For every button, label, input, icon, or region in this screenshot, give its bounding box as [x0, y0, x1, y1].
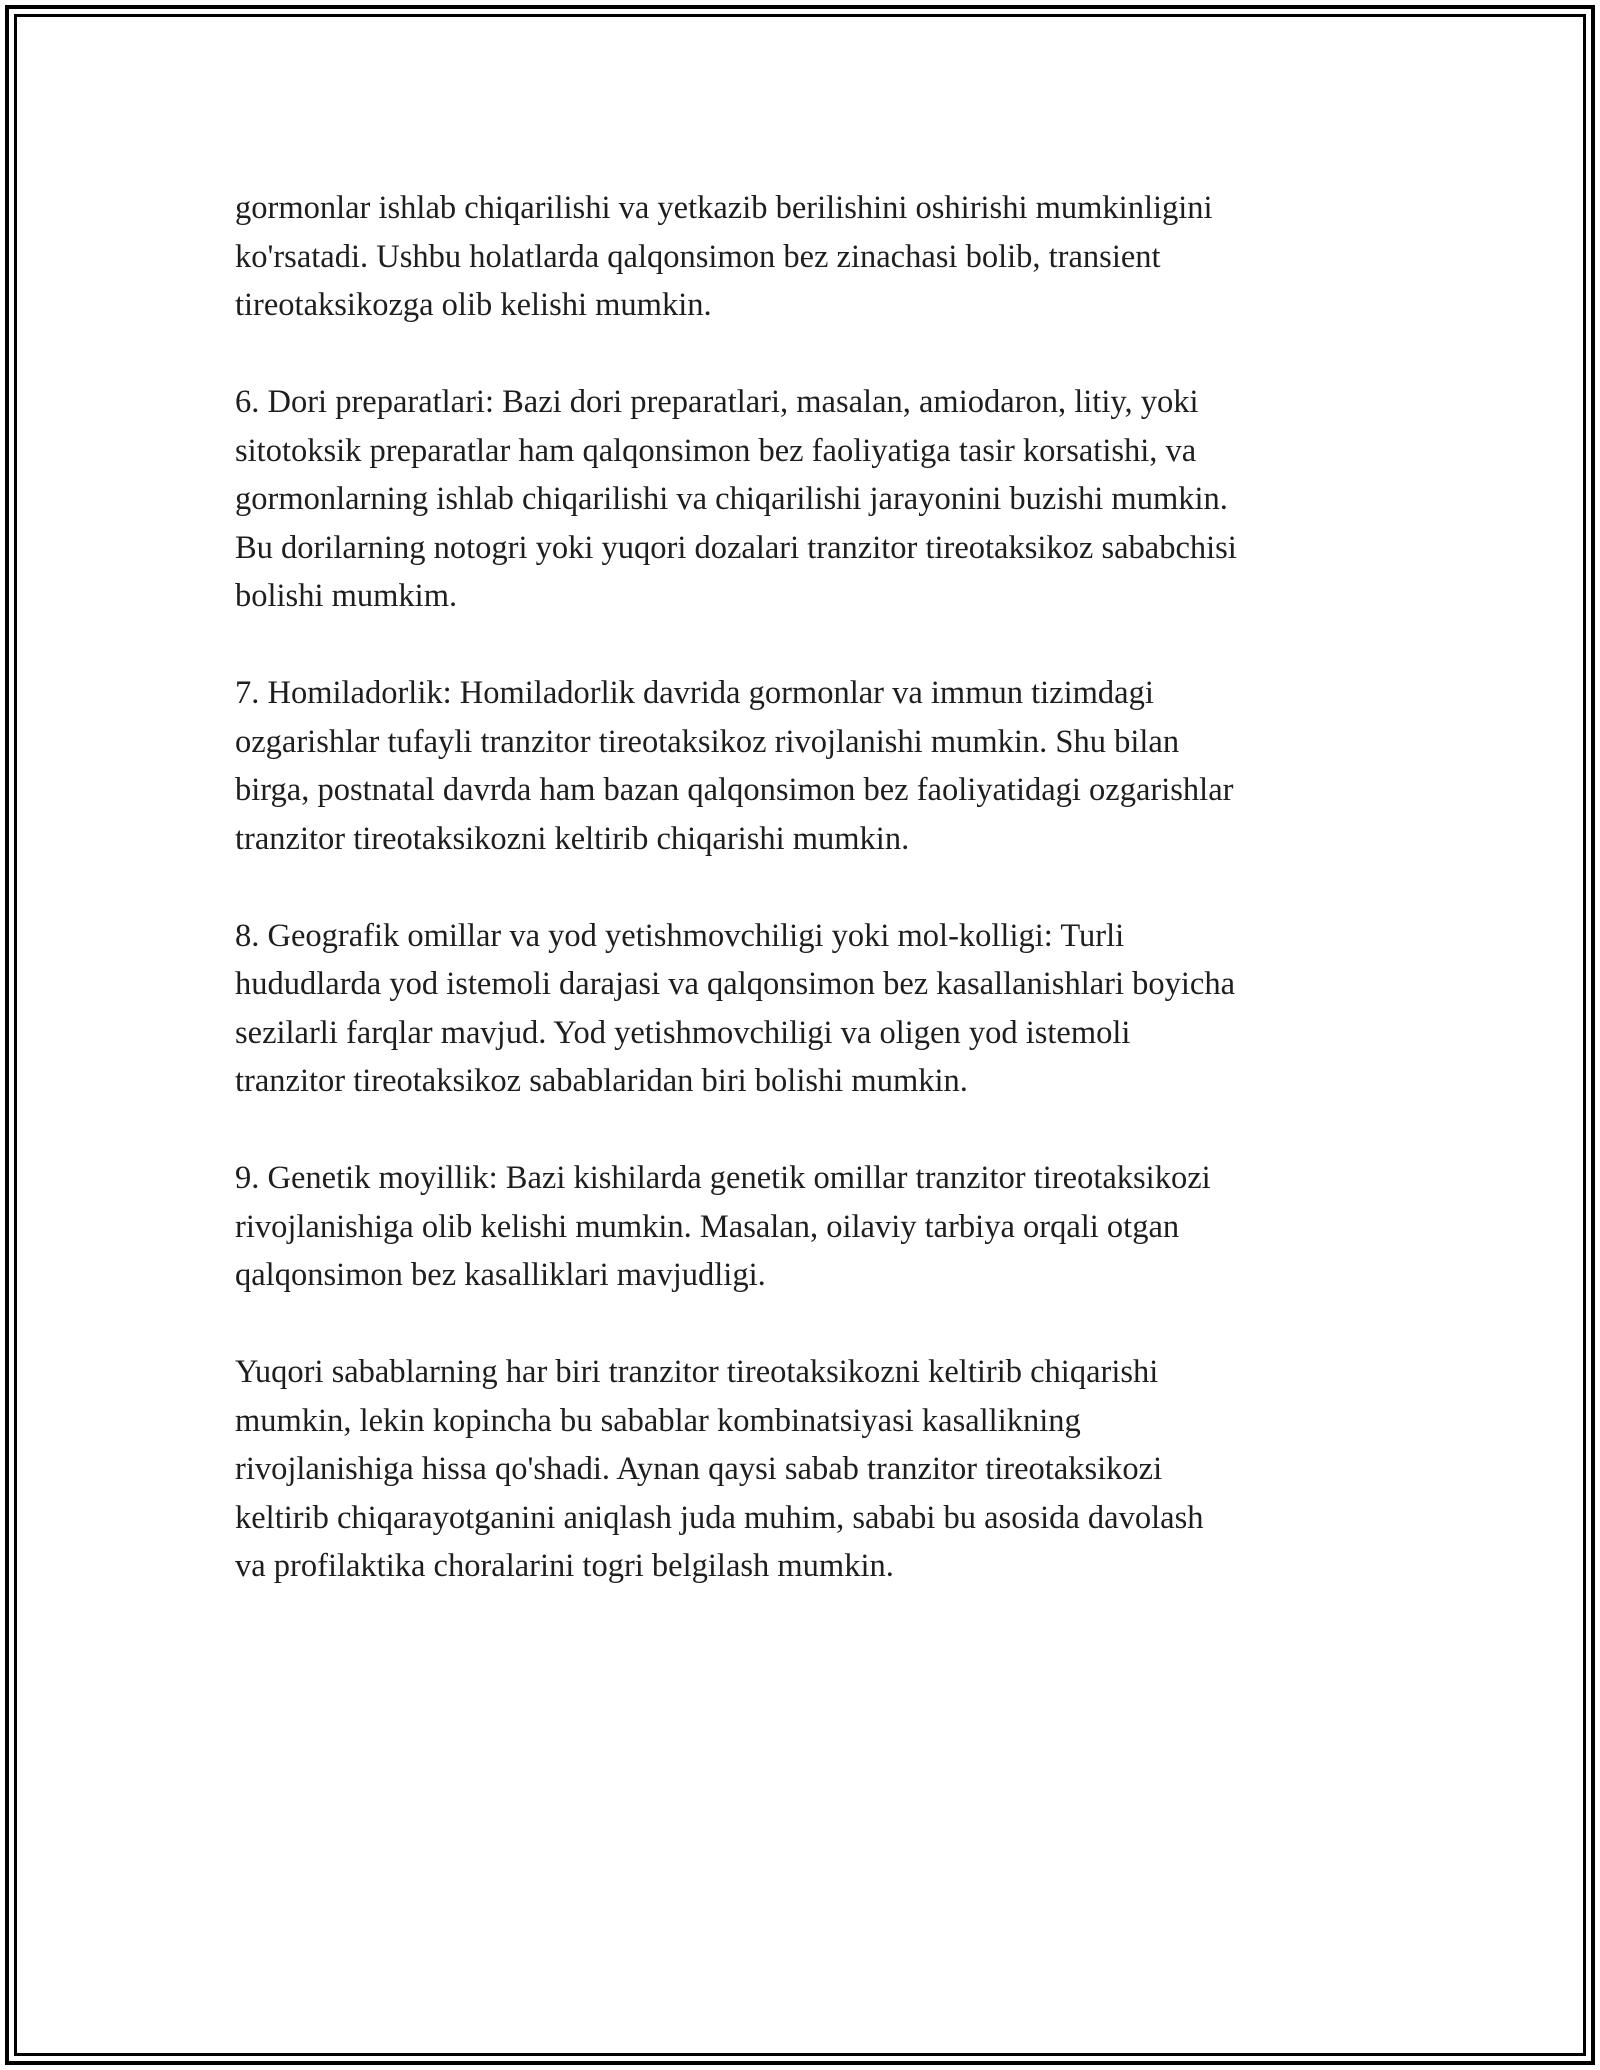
document-body [235, 184, 1375, 1591]
paragraph-continuation: gormonlar ishlab chiqarilishi va yetkazib berilishini oshirishi mumkinligini ko'rsatadi. Ushbu holatlarda qalqonsimon bez zinachasi bolib, transient tireotaksikozga olib kelishi mumkin. [235, 190, 1213, 323]
paragraph-conclusion: Yuqori sabablarning har biri tranzitor tireotaksikozni keltirib chiqarishi mumkin, lekin kopincha bu sabablar kombinatsiyasi kasallikning rivojlanishiga hissa qo'shadi. Aynan qaysi sabab tranzitor tireotaksikozi keltirib chiqarayotganini aniqlash juda muhim, sababi bu asosida davolash va profilaktika choralarini togri belgilash mumkin. [235, 1354, 1204, 1584]
paragraph-dori-preparatlari: 6. Dori preparatlari: Bazi dori preparatlari, masalan, amiodaron, litiy, yoki sitotoksik preparatlar ham qalqonsimon bez faoliyatiga tasir korsatishi, va gormonlarning ishlab chiqarilishi va chiqarilishi jarayonini buzishi mumkin. Bu dorilarning notogri yoki yuqori dozalari tranzitor tireotaksikoz sababchisi bolishi mumkim. [235, 384, 1237, 614]
paragraph-homiladorlik: 7. Homiladorlik: Homiladorlik davrida gormonlar va immun tizimdagi ozgarishlar tufayli tranzitor tireotaksikoz rivojlanishi mumkin. Shu bilan birga, postnatal davrda ham bazan qalqonsimon bez faoliyatidagi ozgarishlar tranzitor tireotaksikozni keltirib chiqarishi mumkin. [235, 675, 1234, 857]
paragraph-genetik-moyillik: 9. Genetik moyillik: Bazi kishilarda genetik omillar tranzitor tireotaksikozi rivojlanishiga olib kelishi mumkin. Masalan, oilaviy tarbiya orqali otgan qalqonsimon bez kasalliklari mavjudligi. [235, 1160, 1211, 1293]
paragraph-geografik-omillar: 8. Geografik omillar va yod yetishmovchiligi yoki mol-kolligi: Turli hududlarda yod istemoli darajasi va qalqonsimon bez kasallanishlari boyicha sezilarli farqlar mavjud. Yod yetishmovchiligi va oligen yod istemoli tranzitor tireotaksikoz sabablaridan biri bolishi mumkin. [235, 917, 1236, 1099]
